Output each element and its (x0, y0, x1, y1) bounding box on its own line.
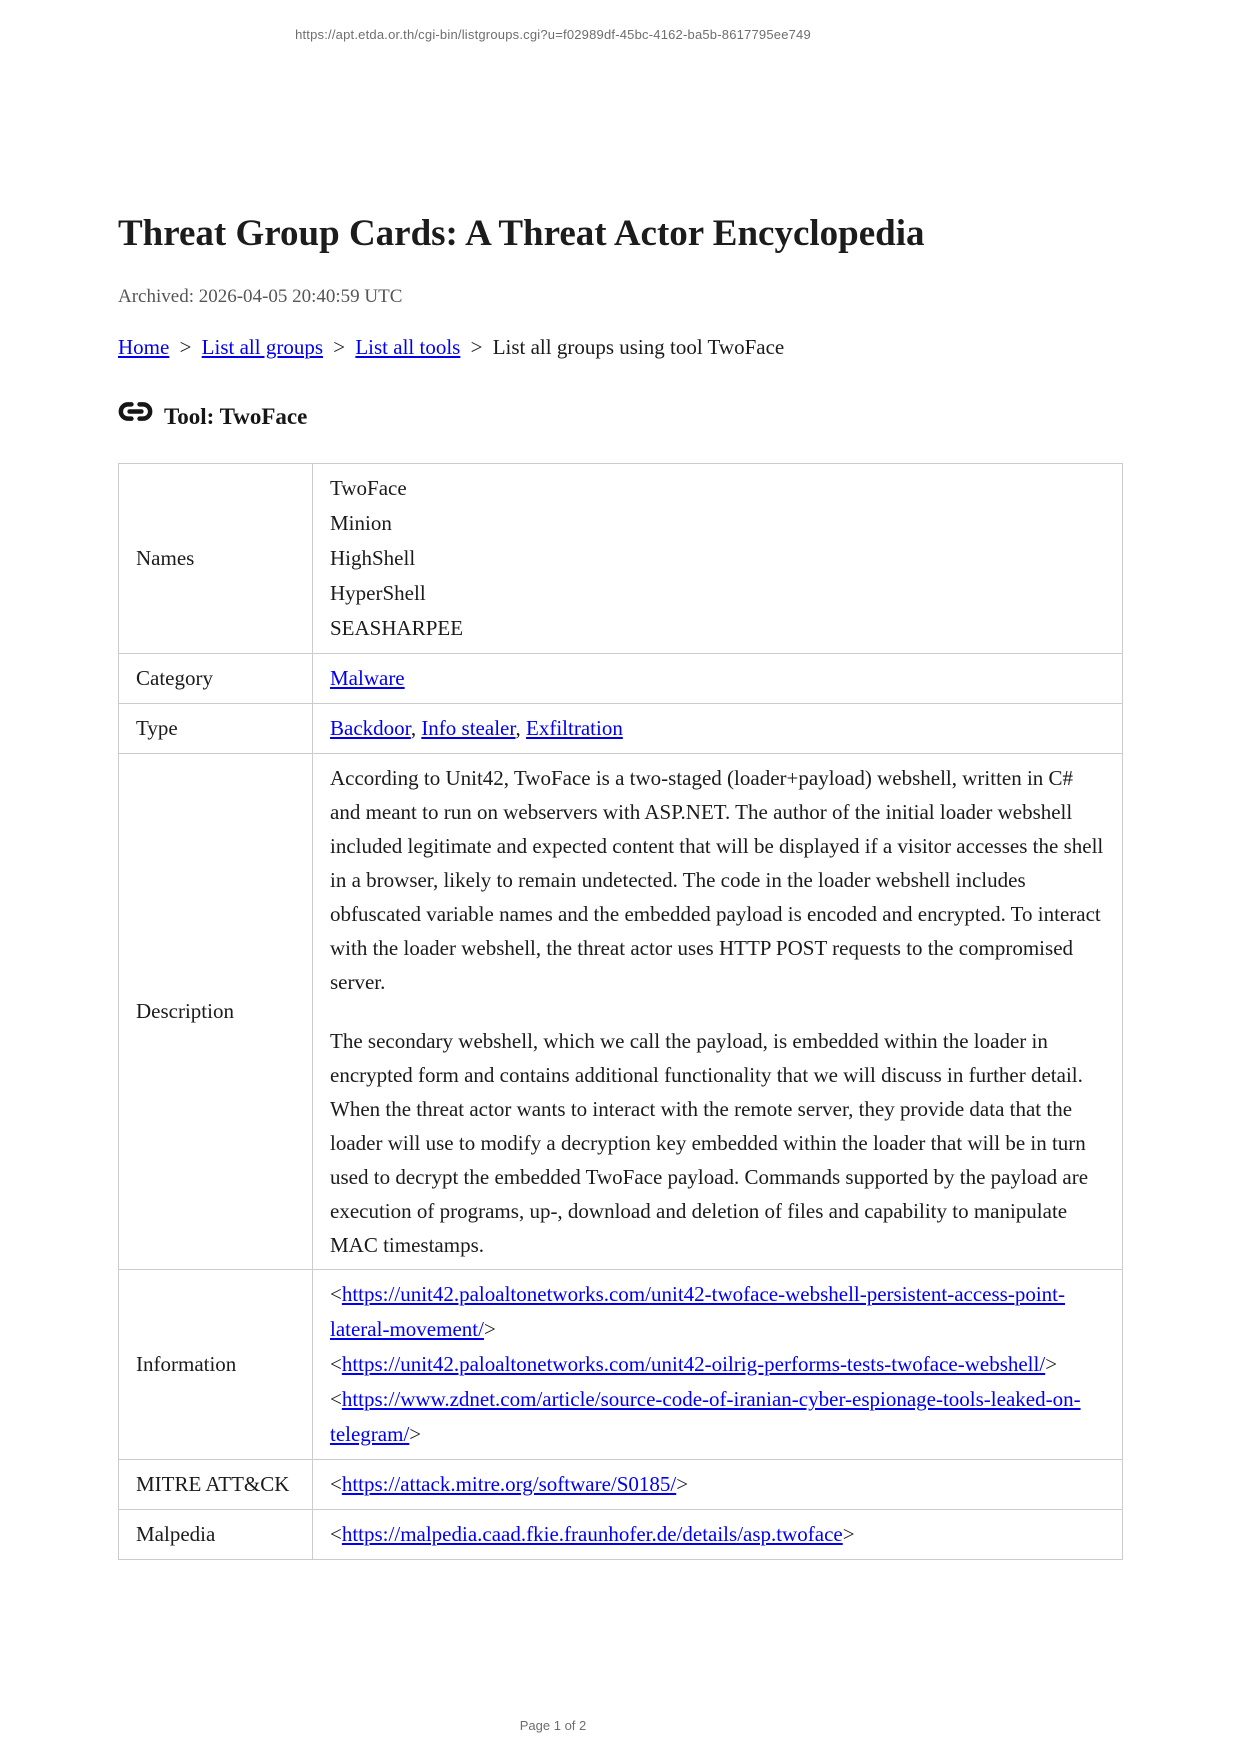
breadcrumb-current: List all groups using tool TwoFace (492, 335, 785, 359)
description-value-cell (313, 754, 1123, 1270)
row-label-category: Category (119, 654, 313, 704)
table-row-description (119, 754, 1123, 1270)
tool-heading (118, 402, 1123, 432)
name-value: HyperShell (330, 581, 426, 605)
description-paragraph: According to Unit42, TwoFace is a two-staged (loader+payload) webshell, written in C# and meant to run on webservers with ASP.NET. The author of the initial loader webshell included legitimate and expected content that will be displayed if a visitor accesses the shell in a browser, likely to remain undetected. The code in the loader webshell includes obfuscated variable names and the embedded payload is encoded and encrypted. To interact with the loader webshell, the threat actor uses HTTP POST requests to the compromised server. (330, 766, 1104, 994)
angle-bracket-open: < (330, 1522, 342, 1546)
category-link-malware[interactable]: Malware (330, 666, 405, 690)
tool-details-table (118, 463, 1123, 1560)
information-link-item (330, 1277, 1105, 1347)
name-value: HighShell (330, 546, 416, 570)
row-label-malpedia: Malpedia (119, 1510, 313, 1560)
information-link-unit42-twoface[interactable]: https://unit42.paloaltonetworks.com/unit42-twoface-webshell-persistent-access-point-lateral-movement/ (330, 1282, 1065, 1341)
information-link-zdnet[interactable]: https://www.zdnet.com/article/source-code-of-iranian-cyber-espionage-tools-leaked-on-telegram/ (330, 1387, 1081, 1446)
link-icon (118, 400, 153, 431)
angle-bracket-close: > (483, 1317, 496, 1341)
description-paragraph: The secondary webshell, which we call the payload, is embedded within the loader in encrypted form and contains additional functionality that we will discuss in further detail. When the threat actor wants to interact with the remote server, they provide data that the loader will use to modify a decryption key embedded within the loader that will be in turn used to decrypt the embedded TwoFace payload. Commands supported by the payload are execution of programs, up-, download and deletion of files and capability to manipulate MAC timestamps. (330, 1029, 1089, 1257)
type-separator: , (515, 716, 521, 740)
type-link-exfiltration[interactable]: Exfiltration (526, 716, 623, 740)
tool-heading-label: Tool: TwoFace (164, 404, 308, 429)
breadcrumb-link-list-all-groups[interactable]: List all groups (201, 335, 323, 359)
row-label-mitre-attack: MITRE ATT&CK (119, 1460, 313, 1510)
breadcrumb-separator: > (179, 335, 192, 359)
mitre-link-item (330, 1472, 688, 1496)
row-label-description: Description (119, 754, 313, 1270)
mitre-value-cell (313, 1460, 1123, 1510)
angle-bracket-open: < (330, 1282, 342, 1306)
page-number: Page 1 of 2 (519, 1718, 587, 1733)
row-label-type: Type (119, 704, 313, 754)
angle-bracket-open: < (330, 1472, 342, 1496)
information-link-unit42-oilrig[interactable]: https://unit42.paloaltonetworks.com/unit42-oilrig-performs-tests-twoface-webshell/ (341, 1352, 1046, 1376)
information-value-cell (313, 1270, 1123, 1460)
table-row-mitre-attack (119, 1460, 1123, 1510)
name-value: Minion (330, 511, 392, 535)
mitre-attack-link[interactable]: https://attack.mitre.org/software/S0185/ (341, 1472, 677, 1496)
row-label-information: Information (119, 1270, 313, 1460)
type-link-info-stealer[interactable]: Info stealer (421, 716, 516, 740)
malpedia-link-item (330, 1522, 855, 1546)
information-link-item (330, 1382, 1105, 1452)
information-link-item (330, 1347, 1105, 1382)
page-title: Threat Group Cards: A Threat Actor Encyclopedia (118, 213, 925, 254)
table-row-malpedia (119, 1510, 1123, 1560)
table-row-information (119, 1270, 1123, 1460)
type-separator: , (410, 716, 417, 740)
category-value-cell (313, 654, 1123, 704)
angle-bracket-open: < (330, 1352, 342, 1376)
row-label-names: Names (119, 464, 313, 654)
angle-bracket-close: > (676, 1472, 689, 1496)
breadcrumb-link-list-all-tools[interactable]: List all tools (355, 335, 461, 359)
type-link-backdoor[interactable]: Backdoor (330, 716, 411, 740)
breadcrumb (118, 334, 1123, 360)
names-values-cell (313, 464, 1123, 654)
archived-timestamp: Archived: 2026-04-05 20:40:59 UTC (118, 286, 403, 307)
breadcrumb-link-home[interactable]: Home (118, 335, 170, 359)
breadcrumb-separator: > (470, 335, 483, 359)
angle-bracket-close: > (842, 1522, 855, 1546)
table-row-names (119, 464, 1123, 654)
breadcrumb-separator: > (333, 335, 346, 359)
print-header-url: https://apt.etda.or.th/cgi-bin/listgroups.cgi?u=f02989df-45bc-4162-ba5b-8617795ee749 (295, 27, 811, 42)
angle-bracket-close: > (409, 1422, 422, 1446)
name-value: TwoFace (330, 476, 407, 500)
malpedia-link[interactable]: https://malpedia.caad.fkie.fraunhofer.de/details/asp.twoface (341, 1522, 843, 1546)
angle-bracket-close: > (1045, 1352, 1058, 1376)
name-value: SEASHARPEE (330, 616, 464, 640)
malpedia-value-cell (313, 1510, 1123, 1560)
angle-bracket-open: < (330, 1387, 342, 1411)
type-value-cell (313, 704, 1123, 754)
table-row-type (119, 704, 1123, 754)
document-body (118, 0, 1123, 1560)
table-row-category (119, 654, 1123, 704)
